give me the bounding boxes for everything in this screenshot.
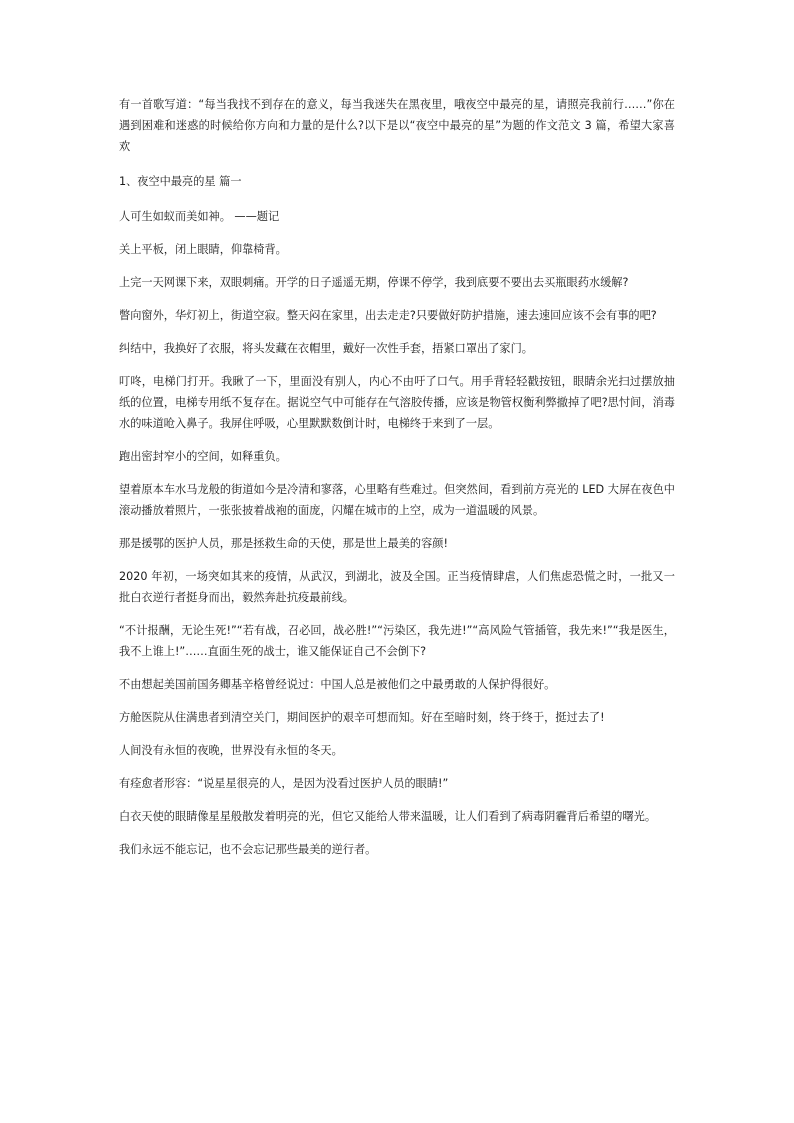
intro-paragraph: 有一首歌写道：“每当我找不到存在的意义，每当我迷失在黑夜里，哦夜空中最亮的星，请照亮我前行……”你在遇到困难和迷惑的时候给你方向和力量的是什么?以下是以“夜空中最亮的星”为题的作文范文 3 篇，希望大家喜欢 [119, 98, 675, 153]
paragraph: 我们永远不能忘记，也不会忘记那些最美的逆行者。 [119, 843, 377, 856]
paragraph: 上完一天网课下来，双眼刺痛。开学的日子遥遥无期，停课不停学，我到底要不要出去买瓶眼药水缓解? [119, 276, 629, 289]
paragraph: 人可生如蚁而美如神。 ——题记 [119, 210, 280, 223]
paragraph: 那是援鄂的医护人员，那是拯救生命的天使，那是世上最美的容颜! [119, 537, 448, 550]
paragraph: 2020 年初，一场突如其来的疫情，从武汉，到湖北，波及全国。正当疫情肆虐，人们焦虑恐慌之时，一批又一批白衣逆行者挺身而出，毅然奔赴抗疫最前线。 [119, 570, 675, 604]
paragraph: 方舱医院从住满患者到清空关门，期间医护的艰辛可想而知。好在至暗时刻，终于终于，挺过去了! [119, 711, 605, 724]
paragraph: 叮咚，电梯门打开。我瞅了一下，里面没有别人，内心不由吁了口气。用手背轻轻戳按钮，眼睛余光扫过摆放抽纸的位置，电梯专用纸不复存在。据说空气中可能存在气溶胶传播，应该是物管权衡利弊撤掉了吧?思忖间，消毒水的味道呛入鼻子。我屏住呼吸，心里默默数倒计时，电梯终于来到了一层。 [119, 375, 675, 430]
paragraph: 有痊愈者形容：“说星星很亮的人，是因为没看过医护人员的眼睛!” [119, 777, 449, 790]
paragraph: 白衣天使的眼睛像星星般散发着明亮的光，但它又能给人带来温暖，让人们看到了病毒阴霾背后希望的曙光。 [119, 810, 657, 823]
paragraph: 人间没有永恒的夜晚，世界没有永恒的冬天。 [119, 744, 343, 757]
paragraph: 纠结中，我换好了衣服，将头发藏在衣帽里，戴好一次性手套，捂紧口罩出了家门。 [119, 342, 533, 355]
paragraph: 跑出密封窄小的空间，如释重负。 [119, 450, 287, 463]
paragraph: 关上平板，闭上眼睛，仰靠椅背。 [119, 243, 287, 256]
paragraph: 望着原本车水马龙般的街道如今是冷清和寥落，心里略有些难过。但突然间，看到前方亮光的 LED 大屏在夜色中滚动播放着照片，一张张披着战袍的面庞，闪耀在城市的上空，成为一道温暖的风景。 [119, 483, 675, 517]
section-title: 1、夜空中最亮的星 篇一 [119, 175, 242, 188]
paragraph: “不计报酬，无论生死!”“若有战，召必回，战必胜!”“污染区，我先进!”“高风险气管插管，我先来!”“我是医生，我不上谁上!”……直面生死的战士，谁又能保证自己不会倒下? [119, 624, 675, 658]
paragraph: 瞥向窗外，华灯初上，街道空寂。整天闷在家里，出去走走?只要做好防护措施，速去速回应该不会有事的吧? [119, 309, 657, 322]
document-page [119, 94, 675, 872]
paragraph: 不由想起美国前国务卿基辛格曾经说过：中国人总是被他们之中最勇敢的人保护得很好。 [119, 678, 556, 691]
